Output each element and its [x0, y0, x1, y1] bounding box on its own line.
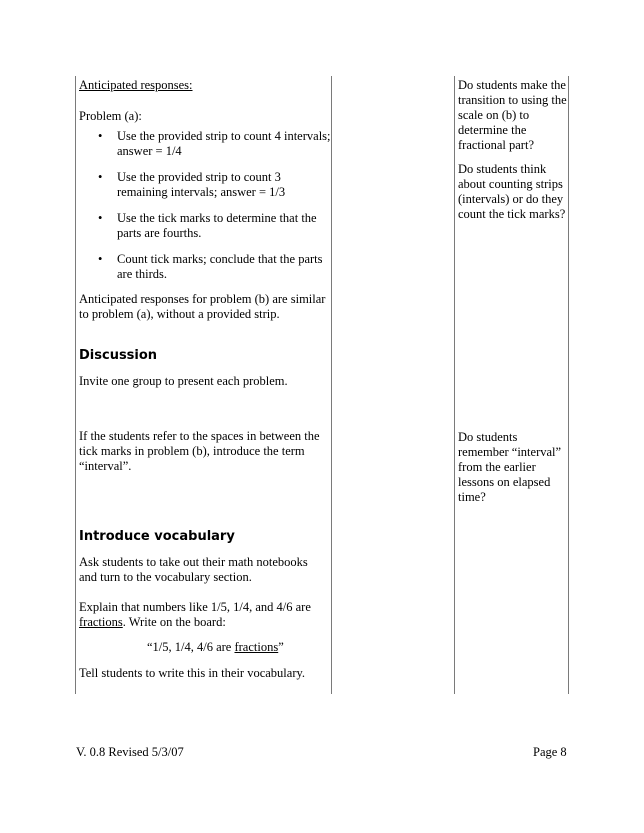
- bullet-text: Count tick marks; conclude that the parts are thirds.: [117, 252, 323, 281]
- vocabulary-text-2: [79, 600, 329, 630]
- column-divider-right: [454, 76, 455, 694]
- bullet-text: Use the tick marks to determine that the parts are fourths.: [117, 211, 317, 240]
- vocabulary-text-3: Tell students to write this in their vocabulary.: [79, 666, 306, 680]
- bullet-dot-icon: •: [98, 170, 103, 184]
- vocabulary-term: fractions: [79, 615, 123, 629]
- vocabulary-text-2-pre: Explain that numbers like 1/5, 1/4, and 4/6 are: [79, 600, 311, 614]
- discussion-heading: Discussion: [79, 348, 158, 363]
- footer-version: V. 0.8 Revised 5/3/07: [76, 745, 184, 759]
- bullet-text: Use the provided strip to count 3 remaining intervals; answer = 1/3: [117, 170, 286, 199]
- board-term: fractions: [234, 640, 279, 654]
- problem-b-text: Anticipated responses for problem (b) are similar to problem (a), without a provided strip.: [79, 292, 326, 321]
- footer-page-number: Page 8: [533, 745, 567, 759]
- column-divider-left: [75, 76, 76, 694]
- vocabulary-text-2-post: . Write on the board:: [122, 615, 226, 629]
- bullet-dot-icon: •: [98, 129, 103, 143]
- problem-a-label: Problem (a):: [79, 109, 142, 123]
- board-text-post: ”: [278, 640, 284, 654]
- note-transition: Do students make the transition to using the scale on (b) to determine the fractional part?: [458, 78, 567, 152]
- column-divider-end: [568, 76, 569, 694]
- bullet-text: Use the provided strip to count 4 intervals; answer = 1/4: [117, 129, 331, 158]
- note-interval: Do students remember “interval” from the earlier lessons on elapsed time?: [458, 430, 562, 504]
- board-text: [147, 640, 284, 655]
- interval-text: If the students refer to the spaces in between the tick marks in problem (b), introduce the term “interval”.: [79, 429, 320, 473]
- column-divider-middle: [331, 76, 332, 694]
- anticipated-responses-title: Anticipated responses:: [79, 78, 193, 92]
- board-text-pre: “1/5, 1/4, 4/6 are: [147, 640, 235, 654]
- vocabulary-text-1: Ask students to take out their math notebooks and turn to the vocabulary section.: [79, 555, 308, 584]
- vocabulary-heading: Introduce vocabulary: [79, 529, 235, 544]
- note-counting: Do students think about counting strips (intervals) or do they count the tick marks?: [458, 162, 566, 221]
- discussion-text: Invite one group to present each problem.: [79, 374, 288, 388]
- bullet-dot-icon: •: [98, 211, 103, 225]
- bullet-dot-icon: •: [98, 252, 103, 266]
